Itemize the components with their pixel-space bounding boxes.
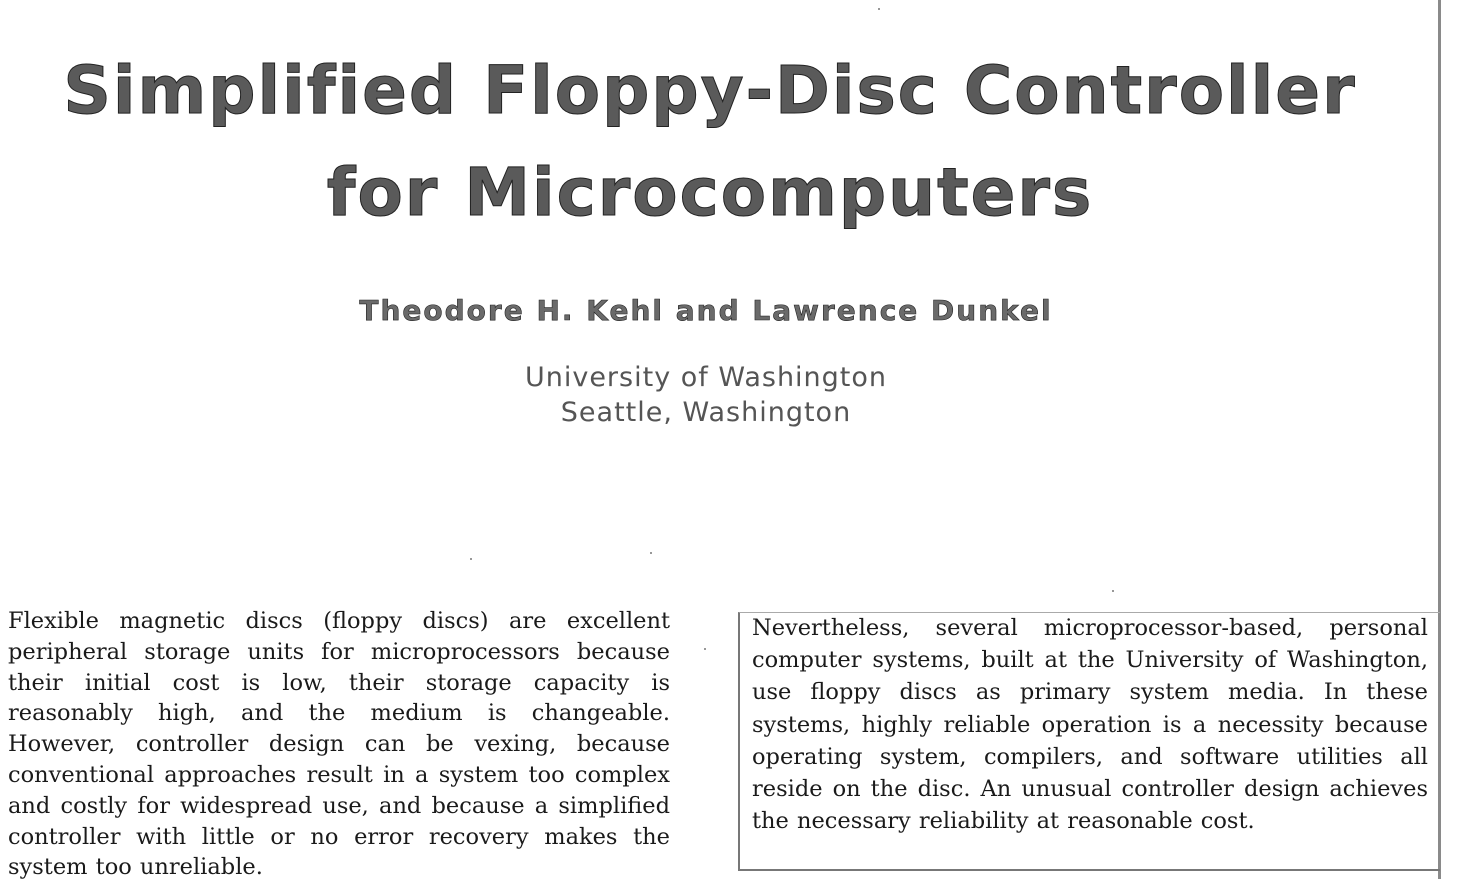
affiliation-line-2: Seattle, Washington bbox=[560, 397, 852, 428]
scan-speck bbox=[650, 552, 652, 554]
scan-speck bbox=[878, 8, 880, 10]
authors: Theodore H. Kehl and Lawrence Dunkel bbox=[359, 294, 1053, 327]
affiliation-line-1: University of Washington bbox=[524, 362, 888, 393]
scan-speck bbox=[470, 558, 472, 560]
abstract-right-column: Nevertheless, several microprocessor-based, personal computer systems, built at the University of Washington, use floppy discs as primary system media. In these systems, highly reliable operation is a necessity because operating system, compilers, and software utilities all reside on the disc. An unusual controller design achieves the necessary reliability at reasonable cost. bbox=[752, 615, 1428, 835]
abstract-left-column: Flexible magnetic discs (floppy discs) are excellent peripheral storage units for microprocessors because their initial cost is low, their storage capacity is reasonably high, and the medium is changeable. However, controller design can be vexing, because conventional approaches result in a system too complex and costly for widespread use, and because a simplified controller with little or no error recovery makes the system too unreliable. bbox=[8, 608, 670, 881]
title-line-1: Simplified Floppy-Disc Controller bbox=[63, 52, 1357, 129]
title-line-2: for Microcomputers bbox=[326, 154, 1094, 231]
scan-speck bbox=[1112, 590, 1114, 592]
scan-speck bbox=[704, 648, 706, 650]
